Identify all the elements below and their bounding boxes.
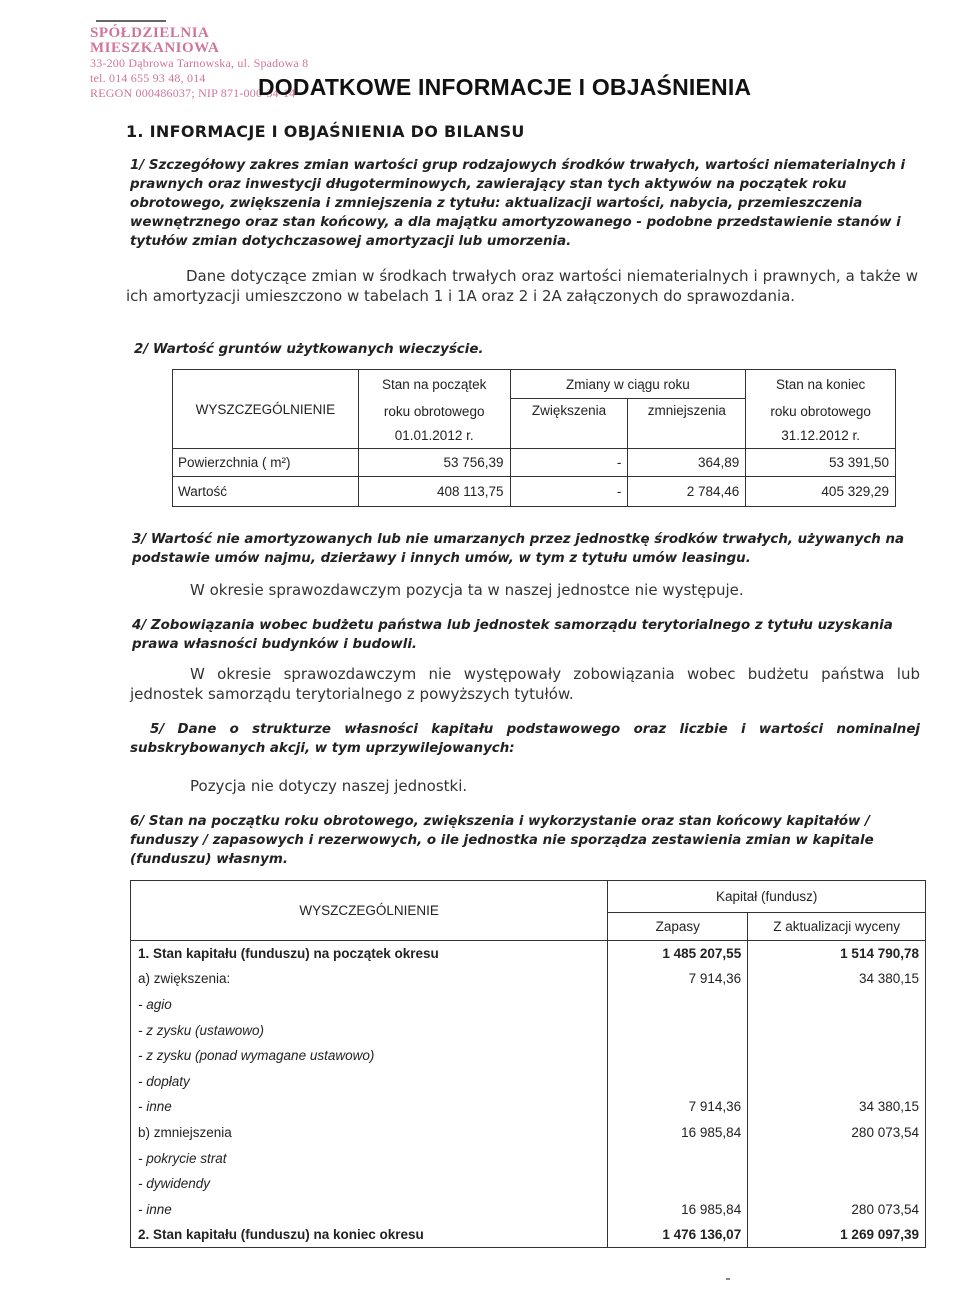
table-row <box>131 1222 926 1248</box>
t2-row-label: - dywidendy <box>131 1171 608 1197</box>
t2-row-label: 1. Stan kapitału (funduszu) na początek okresu <box>131 941 608 967</box>
land-value-table <box>172 369 896 507</box>
t2-row-a: 7 914,36 <box>608 1094 748 1120</box>
table-row <box>173 477 896 507</box>
t2-row-a <box>608 1017 748 1043</box>
t1-header-start-3: 01.01.2012 r. <box>358 424 510 449</box>
t2-row-a <box>608 992 748 1018</box>
t2-row-a <box>608 1145 748 1171</box>
answer-5: Pozycja nie dotyczy naszej jednostki. <box>190 777 468 795</box>
question-5: 5/ Dane o strukturze własności kapitału podstawowego oraz liczbie i wartości nominalnej subskrybowanych akcji, w tym uprzywilejowanych: <box>130 722 920 756</box>
question-1: 1/ Szczegółowy zakres zmian wartości grup rodzajowych środków trwałych, wartości niematerialnych i prawnych oraz inwestycji długoterminowych, zawierający stan tych aktywów na początek roku obrotowego, zwiększenia i zmniejszenia z tytułu: aktualizacji wartości, nabycia, przemieszczenia wewnętrznego oraz stan końcowy, a dla majątku amortyzowanego - podobne przedstawienie stanów i tytułów zmian dotychczasowej amortyzacji lub umorzenia. <box>130 158 906 249</box>
table-row <box>131 966 926 992</box>
t2-row-b <box>748 1171 926 1197</box>
t1-row-start: 53 756,39 <box>358 449 510 477</box>
stamp-line-2: 33-200 Dąbrowa Tarnowska, ul. Spadowa 8 <box>90 56 309 70</box>
t2-header-group: Kapitał (fundusz) <box>608 881 926 913</box>
table-row <box>131 1043 926 1069</box>
table-row <box>173 449 896 477</box>
t1-header-end-2: roku obrotowego <box>746 399 896 424</box>
t2-row-label: 2. Stan kapitału (funduszu) na koniec okresu <box>131 1222 608 1248</box>
t2-body <box>131 941 926 1248</box>
t2-row-a: 16 985,84 <box>608 1120 748 1146</box>
t1-row-end: 53 391,50 <box>746 449 896 477</box>
table-row <box>131 1068 926 1094</box>
t2-row-a: 1 485 207,55 <box>608 941 748 967</box>
t2-header-label: WYSZCZEGÓLNIENIE <box>131 881 608 941</box>
table-row <box>131 1094 926 1120</box>
table-row <box>131 1017 926 1043</box>
t2-row-label: - z zysku (ponad wymagane ustawowo) <box>131 1043 608 1069</box>
stamp-line-1: SPÓŁDZIELNIA MIESZKANIOWA <box>90 25 220 56</box>
table-row <box>131 1145 926 1171</box>
t2-row-a <box>608 1068 748 1094</box>
question-3: 3/ Wartość nie amortyzowanych lub nie umarzanych przez jednostkę środków trwałych, używanych na podstawie umów najmu, dzierżawy i innych umów, w tym z tytułu umów leasingu. <box>132 532 905 566</box>
t2-row-label: - inne <box>131 1196 608 1222</box>
t2-row-a: 1 476 136,07 <box>608 1222 748 1248</box>
t2-row-label: - pokrycie strat <box>131 1145 608 1171</box>
t2-row-b <box>748 1043 926 1069</box>
t2-row-b <box>748 992 926 1018</box>
t2-row-label: a) zwiększenia: <box>131 966 608 992</box>
scan-speck <box>726 1278 730 1280</box>
t1-header-changes: Zmiany w ciągu roku <box>510 370 746 399</box>
answer-4: W okresie sprawozdawczym nie występowały zobowiązania wobec budżetu państwa lub jednostek samorządu terytorialnego z powyższych tytułów. <box>130 665 920 703</box>
stamp-rule <box>96 20 166 22</box>
t1-header-start-2: roku obrotowego <box>358 399 510 424</box>
t2-row-b <box>748 1017 926 1043</box>
t1-row-increase: - <box>510 449 628 477</box>
t2-header-b: Z aktualizacji wyceny <box>748 913 926 941</box>
question-2: 2/ Wartość gruntów użytkowanych wieczyście. <box>134 342 484 357</box>
t2-row-label: - dopłaty <box>131 1068 608 1094</box>
t2-header-a: Zapasy <box>608 913 748 941</box>
question-6: 6/ Stan na początku roku obrotowego, zwiększenia i wykorzystanie oraz stan końcowy kapitałów / funduszy / zapasowych i rezerwowych, o ile jednostka nie sporządza zestawienia zmian w kapitale (funduszu) własnym. <box>130 814 874 867</box>
t1-row-label: Wartość <box>173 477 359 507</box>
t2-row-label: - z zysku (ustawowo) <box>131 1017 608 1043</box>
t1-header-end-1: Stan na koniec <box>746 370 896 399</box>
t2-row-b: 1 514 790,78 <box>748 941 926 967</box>
t2-row-b: 34 380,15 <box>748 1094 926 1120</box>
t1-header-label: WYSZCZEGÓLNIENIE <box>173 370 359 449</box>
t2-row-label: - inne <box>131 1094 608 1120</box>
t2-row-b: 280 073,54 <box>748 1120 926 1146</box>
t1-row-increase: - <box>510 477 628 507</box>
t1-header-increase: Zwiększenia <box>510 399 628 449</box>
section-1-heading: 1. INFORMACJE I OBJAŚNIENIA DO BILANSU <box>126 122 525 141</box>
t1-row-end: 405 329,29 <box>746 477 896 507</box>
t1-header-start-1: Stan na początek <box>358 370 510 399</box>
document-title: DODATKOWE INFORMACJE I OBJAŚNIENIA <box>258 74 752 100</box>
t1-row-label: Powierzchnia ( m²) <box>173 449 359 477</box>
t2-row-b: 34 380,15 <box>748 966 926 992</box>
t1-row-start: 408 113,75 <box>358 477 510 507</box>
t1-header-decrease: zmniejszenia <box>628 399 746 449</box>
stamp-line-4: REGON 000486037; NIP 871-000-34-14 <box>90 86 296 100</box>
t2-row-a: 7 914,36 <box>608 966 748 992</box>
table-row <box>131 1120 926 1146</box>
t2-row-b <box>748 1068 926 1094</box>
table-row <box>131 1196 926 1222</box>
t1-header-end-3: 31.12.2012 r. <box>746 424 896 449</box>
stamp-line-3: tel. 014 655 93 48, 014 <box>90 71 206 85</box>
answer-1: Dane dotyczące zmian w środkach trwałych oraz wartości niematerialnych i prawnych, a także w ich amortyzacji umieszczono w tabelach 1 i 1A oraz 2 i 2A załączonych do sprawozdania. <box>126 267 918 305</box>
t2-row-b: 1 269 097,39 <box>748 1222 926 1248</box>
answer-3: W okresie sprawozdawczym pozycja ta w naszej jednostce nie występuje. <box>190 581 744 599</box>
t1-row-decrease: 364,89 <box>628 449 746 477</box>
capital-fund-table <box>130 880 926 1248</box>
table-row <box>131 992 926 1018</box>
t2-row-label: b) zmniejszenia <box>131 1120 608 1146</box>
question-4: 4/ Zobowiązania wobec budżetu państwa lub jednostek samorządu terytorialnego z tytułu uzyskania prawa własności budynków i budowli. <box>132 618 893 652</box>
t2-row-a <box>608 1043 748 1069</box>
t1-row-decrease: 2 784,46 <box>628 477 746 507</box>
t2-row-a: 16 985,84 <box>608 1196 748 1222</box>
t2-row-label: - agio <box>131 992 608 1018</box>
table-row <box>131 1171 926 1197</box>
t2-row-a <box>608 1171 748 1197</box>
t2-row-b <box>748 1145 926 1171</box>
t2-row-b: 280 073,54 <box>748 1196 926 1222</box>
table-row <box>131 941 926 967</box>
